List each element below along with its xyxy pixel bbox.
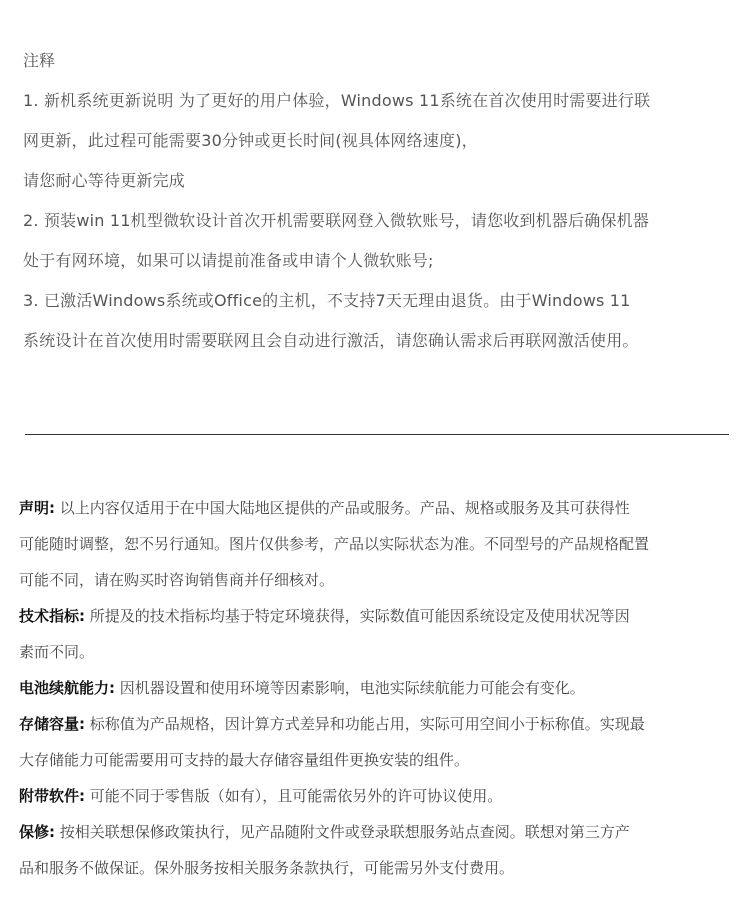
statement-text: 可能随时调整，恕不另行通知。图片仅供参考，产品以实际状态为准。不同型号的产品规格配置 [19, 535, 650, 553]
storage-label: 存储容量: [19, 715, 85, 733]
tech-spec-paragraph [19, 605, 630, 627]
warranty-label: 保修: [19, 823, 55, 841]
battery-paragraph [19, 677, 585, 699]
statement-paragraph [19, 497, 630, 519]
section-divider [25, 434, 729, 435]
software-label: 附带软件: [19, 787, 85, 805]
statement-text: 可能不同，请在购买时咨询销售商并仔细核对。 [19, 571, 335, 589]
storage-paragraph [19, 713, 645, 735]
warranty-text: 按相关联想保修政策执行，见产品随附文件或登录联想服务站点查阅。联想对第三方产 [55, 823, 630, 841]
note-line: 系统设计在首次使用时需要联网且会自动进行激活，请您确认需求后再联网激活使用。 [23, 331, 639, 350]
warranty-text: 品和服务不做保证。保外服务按相关服务条款执行，可能需另外支付费用。 [19, 859, 515, 877]
storage-text: 大存储能力可能需要用可支持的最大存储容量组件更换安装的组件。 [19, 751, 470, 769]
statement-text: 以上内容仅适用于在中国大陆地区提供的产品或服务。产品、规格或服务及其可获得性 [55, 499, 630, 517]
tech-spec-text: 所提及的技术指标均基于特定环境获得，实际数值可能因系统设定及使用状况等因 [85, 607, 630, 625]
warranty-paragraph [19, 821, 630, 843]
note-line: 3. 已激活Windows系统或Office的主机，不支持7天无理由退货。由于Windows 11 [23, 291, 631, 310]
note-line: 1. 新机系统更新说明 为了更好的用户体验，Windows 11系统在首次使用时需要进行联 [23, 91, 651, 110]
software-text: 可能不同于零售版（如有），且可能需依另外的许可协议使用。 [85, 787, 503, 805]
note-line: 网更新，此过程可能需要30分钟或更长时间(视具体网络速度)， [23, 131, 478, 150]
battery-label: 电池续航能力: [19, 679, 115, 697]
note-line: 2. 预装win 11机型微软设计首次开机需要联网登入微软账号，请您收到机器后确保机器 [23, 211, 650, 230]
tech-spec-label: 技术指标: [19, 607, 85, 625]
note-line: 请您耐心等待更新完成 [23, 171, 186, 190]
statement-label: 声明: [19, 499, 55, 517]
battery-text: 因机器设置和使用环境等因素影响，电池实际续航能力可能会有变化。 [115, 679, 585, 697]
note-line: 处于有网环境，如果可以请提前准备或申请个人微软账号; [23, 251, 434, 270]
notes-heading: 注释 [23, 51, 56, 70]
software-paragraph [19, 785, 502, 807]
tech-spec-text: 素而不同。 [19, 643, 95, 661]
storage-text: 标称值为产品规格，因计算方式差异和功能占用，实际可用空间小于标称值。实现最 [85, 715, 645, 733]
